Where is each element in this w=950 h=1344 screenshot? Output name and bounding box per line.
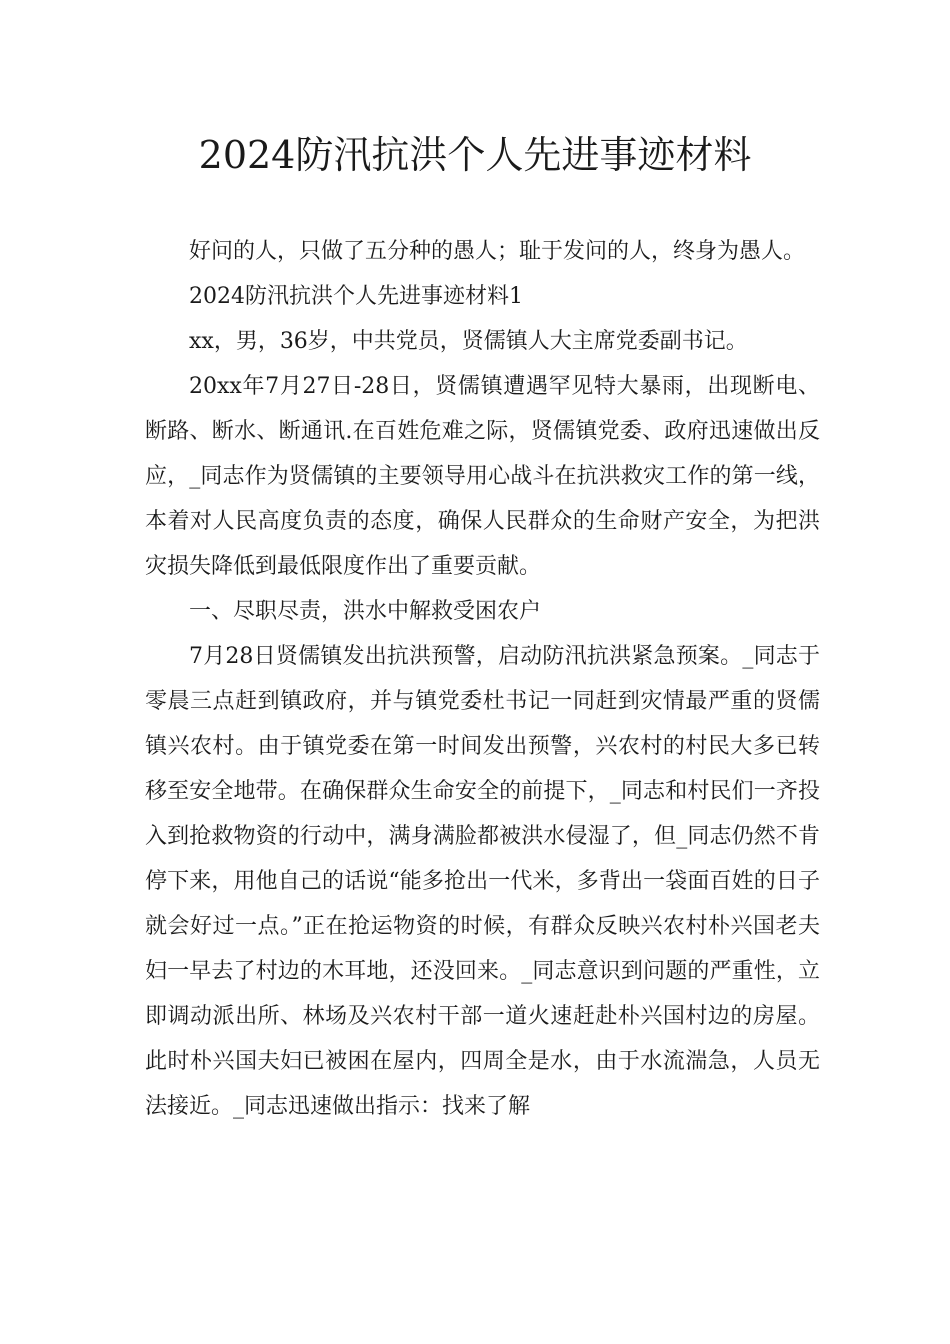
document-body (145, 229, 820, 1129)
paragraph-intro: 20xx年7月27日-28日，贤儒镇遭遇罕见特大暴雨，出现断电、断路、断水、断通讯.在百姓危难之际，贤儒镇党委、政府迅速做出反应，_同志作为贤儒镇的主要领导用心战斗在抗洪救灾工作的第一线，本着对人民高度负责的态度，确保人民群众的生命财产安全，为把洪灾损失降低到最低限度作出了重要贡献。 (145, 374, 820, 579)
paragraph-profile: xx，男，36岁，中共党员，贤儒镇人大主席党委副书记。 (189, 329, 748, 354)
paragraph-rescue: 7月28日贤儒镇发出抗洪预警，启动防汛抗洪紧急预案。_同志于零晨三点赶到镇政府，并与镇党委杜书记一同赶到灾情最严重的贤儒镇兴农村。由于镇党委在第一时间发出预警，兴农村的村民大多已转移至安全地带。在确保群众生命安全的前提下，_同志和村民们一齐投入到抢救物资的行动中，满身满脸都被洪水侵湿了，但_同志仍然不肯停下来，用他自己的话说“能多抢出一代米，多背出一袋面百姓的日子就会好过一点。”正在抢运物资的时候，有群众反映兴农村朴兴国老夫妇一早去了村边的木耳地，还没回来。_同志意识到问题的严重性，立即调动派出所、林场及兴农村干部一道火速赶赴朴兴国村边的房屋。此时朴兴国夫妇已被困在屋内，四周全是水，由于水流湍急，人员无法接近。_同志迅速做出指示：找来了解 (145, 644, 820, 1119)
document-title: 2024防汛抗洪个人先进事迹材料 (198, 133, 752, 177)
paragraph-subtitle: 2024防汛抗洪个人先进事迹材料1 (189, 284, 523, 309)
section-heading: 一、尽职尽责，洪水中解救受困农户 (189, 599, 542, 624)
paragraph-quote: 好问的人，只做了五分种的愚人；耻于发问的人，终身为愚人。 (189, 239, 806, 264)
